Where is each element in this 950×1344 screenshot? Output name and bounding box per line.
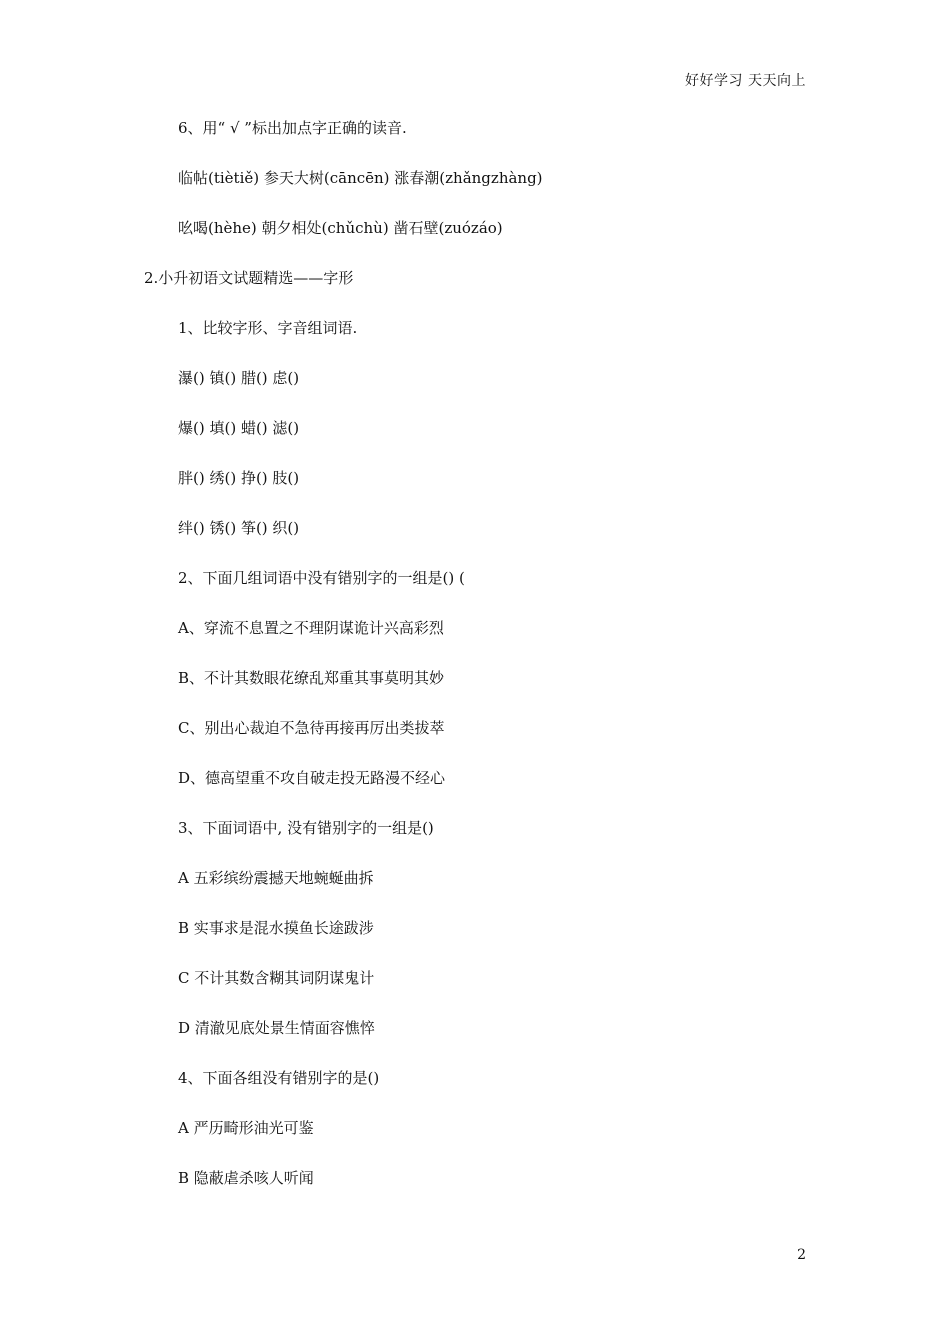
question-2-option-d: D、德高望重不攻自破走投无路漫不经心 [178, 769, 446, 787]
question-3-stem: 3、下面词语中, 没有错别字的一组是() [178, 819, 434, 837]
question-1-instruction: 1、比较字形、字音组词语. [178, 319, 358, 337]
question-3-option-a: A 五彩缤纷震撼天地蜿蜒曲拆 [178, 869, 374, 887]
question-2-option-b: B、不计其数眼花缭乱郑重其事莫明其妙 [178, 669, 445, 687]
section-heading: 2.小升初语文试题精选——字形 [144, 269, 354, 287]
question-3-option-b: B 实事求是混水摸鱼长途跋涉 [178, 919, 374, 937]
char-compare-row-1: 瀑() 镇() 腊() 虑() [178, 369, 300, 387]
question-3-option-c: C 不计其数含糊其词阴谋鬼计 [178, 969, 375, 987]
question-4-option-b: B 隐蔽虐杀咳人听闻 [178, 1169, 314, 1187]
question-6-instruction: 6、用“ √ ”标出加点字正确的读音. [178, 119, 407, 137]
question-2-stem: 2、下面几组词语中没有错别字的一组是() ( [178, 569, 465, 587]
char-compare-row-4: 绊() 锈() 筝() 织() [178, 519, 300, 537]
pinyin-line-1: 临帖(tiètiě) 参天大树(cāncēn) 涨春潮(zhǎngzhàng) [178, 169, 543, 187]
question-2-option-a: A、穿流不息置之不理阴谋诡计兴高彩烈 [178, 619, 444, 637]
question-2-option-c: C、别出心裁迫不急待再接再厉出类拔萃 [178, 719, 445, 737]
char-compare-row-3: 胖() 绣() 挣() 肢() [178, 469, 300, 487]
page-header-motto: 好好学习 天天向上 [685, 73, 806, 89]
char-compare-row-2: 爆() 填() 蜡() 滤() [178, 419, 300, 437]
pinyin-line-2: 吆喝(hèhe) 朝夕相处(chǔchù) 凿石壁(zuózáo) [178, 219, 503, 237]
question-4-stem: 4、下面各组没有错别字的是() [178, 1069, 380, 1087]
question-4-option-a: A 严历畸形油光可鉴 [178, 1119, 314, 1137]
page-number: 2 [797, 1247, 806, 1263]
question-3-option-d: D 清澈见底处景生情面容憔悴 [178, 1019, 375, 1037]
